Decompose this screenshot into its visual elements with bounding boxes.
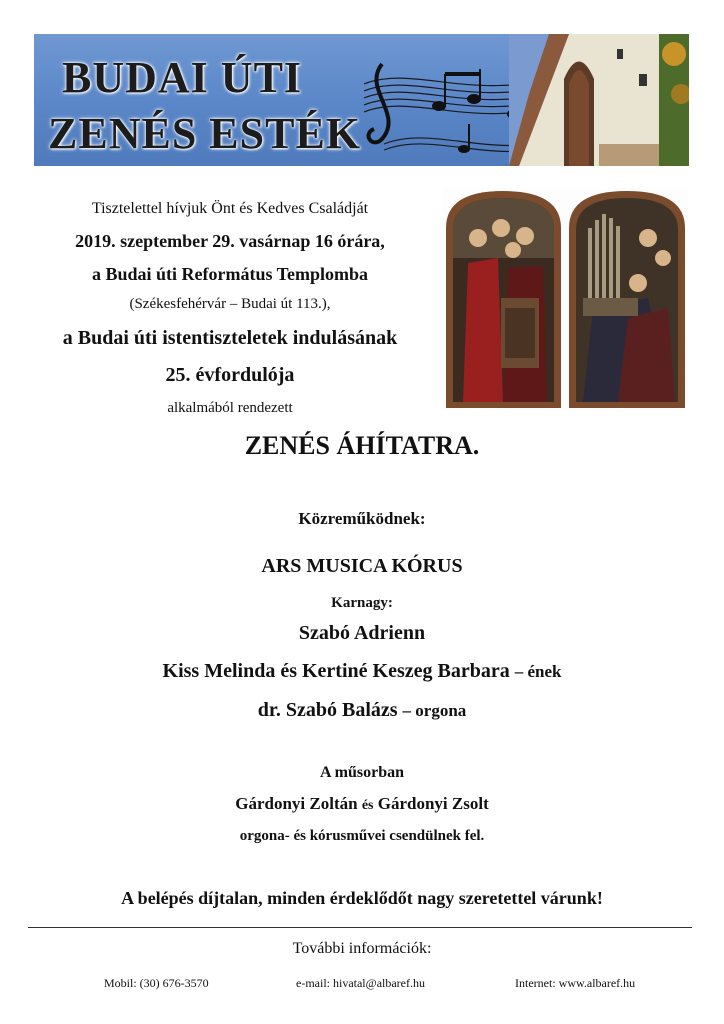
contact-mobile: Mobil: (30) 676-3570 [104, 976, 209, 990]
event-title: ZENÉS ÁHÍTATRA. [244, 431, 480, 460]
church-building-icon [509, 34, 689, 166]
event-place: a Budai úti Református Templomba [91, 264, 369, 284]
organist-role: – orgona [402, 701, 467, 720]
composers-line [0, 794, 724, 814]
arranged-text: alkalmából rendezett [167, 400, 293, 416]
program-works: orgona- és kórusművei csendülnek fel. [239, 828, 485, 844]
organist-name: dr. Szabó Balázs [257, 699, 398, 721]
composer-conjunction: és [361, 798, 374, 813]
conductor-label: Karnagy: [331, 595, 393, 611]
footer-heading: További információk: [292, 940, 432, 957]
event-address: (Székesfehérvár – Budai út 113.), [129, 296, 331, 312]
anniversary: 25. évfordulója [165, 364, 295, 386]
composer-1: Gárdonyi Zoltán [235, 794, 358, 813]
banner-title-line2: ZENÉS ESTÉK [48, 109, 362, 158]
singers-line [0, 660, 724, 683]
program-heading: A műsorban [319, 764, 405, 781]
conductor-name: Szabó Adrienn [298, 622, 426, 644]
event-occasion: a Budai úti istentiszteletek indulásának [62, 327, 398, 349]
contact-email[interactable]: e-mail: hivatal@albaref.hu [296, 976, 425, 990]
performers-heading: Közreműködnek: [298, 509, 426, 528]
organist-line [0, 699, 724, 722]
invitation-intro: Tisztelettel hívjuk Önt és Kedves Családját [91, 200, 369, 217]
altarpiece-painting-image [443, 188, 688, 410]
event-date: 2019. szeptember 29. vasárnap 16 órára, [75, 231, 385, 251]
contact-website[interactable]: Internet: www.albaref.hu [515, 976, 636, 990]
singers-role: – ének [514, 662, 562, 681]
header-banner [34, 34, 689, 166]
choir-name: ARS MUSICA KÓRUS [261, 555, 463, 577]
composer-2: Gárdonyi Zsolt [377, 794, 489, 813]
banner-title-line1: BUDAI ÚTI [62, 53, 303, 102]
entry-note: A belépés díjtalan, minden érdeklődőt nagy szeretettel várunk! [121, 888, 603, 908]
footer-divider [28, 927, 692, 928]
singers-names: Kiss Melinda és Kertiné Keszeg Barbara [162, 660, 510, 682]
